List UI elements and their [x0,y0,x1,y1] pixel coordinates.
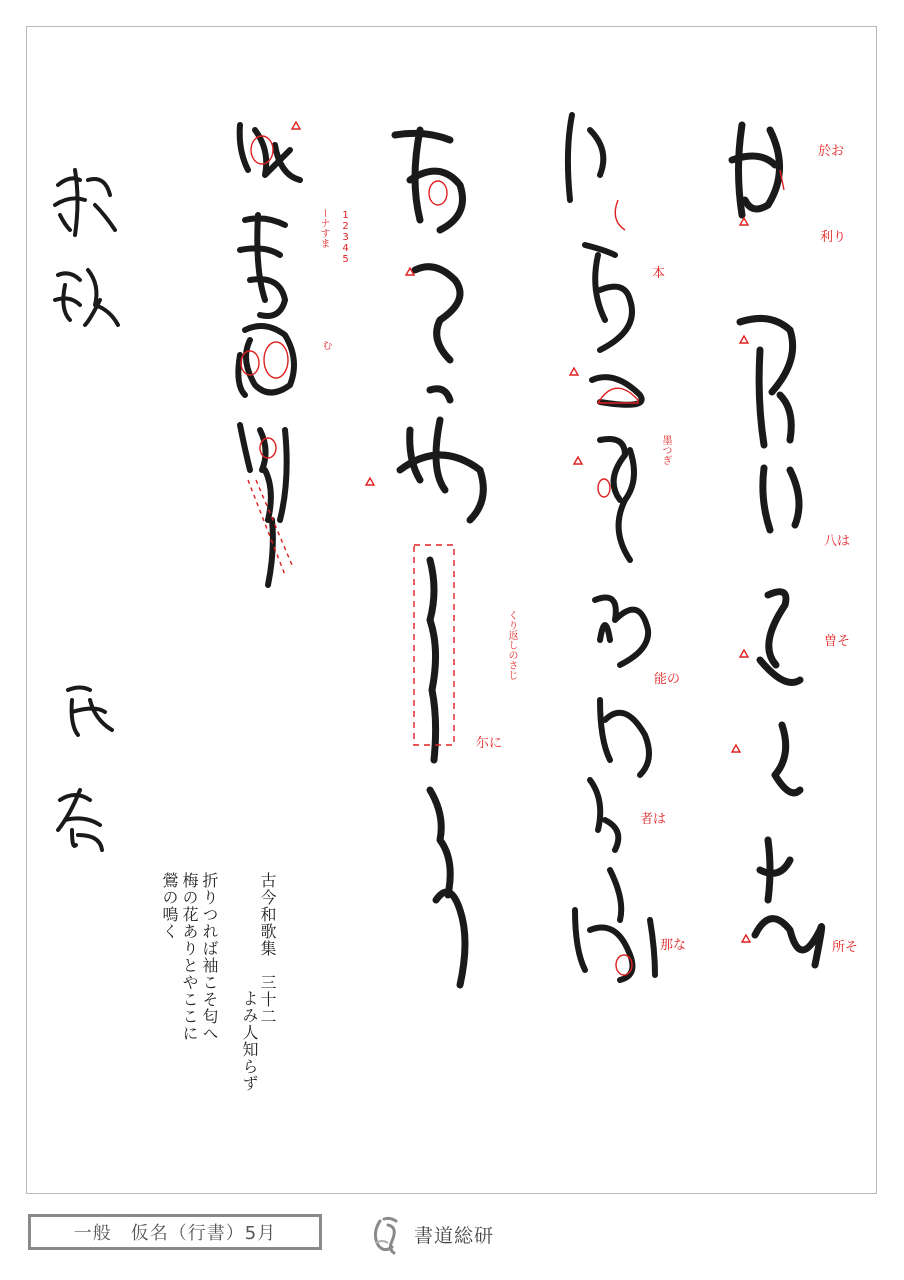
annotation-col2-a: 本 [652,266,666,281]
red-marks [241,122,784,975]
poem-source-line: 古今和歌集 三十二 [258,872,277,1025]
calligraphy-column-2 [568,115,655,980]
annotation-col4-numbers: 12345 [340,210,351,265]
annotation-col3-a: くり返しのさじ [506,610,517,680]
poem-verse-2: 梅の花ありとやここに [180,872,199,1042]
red-circle-mark [429,181,447,205]
annotation-col1-c: 八は [824,534,851,549]
red-triangle-mark [366,478,374,485]
annotation-col4-strokes: ーナすま [318,208,329,248]
red-arrow-mark [615,200,625,230]
calligraphy-column-3 [395,130,483,985]
annotation-col2-e: 那な [660,938,687,953]
poem-author: よみ人知らず [240,990,259,1092]
red-triangle-mark [732,745,740,752]
red-triangle-mark [742,935,750,942]
footer-title-box [28,1214,322,1250]
brand-logo-icon [370,1213,408,1255]
red-triangle-mark [740,650,748,657]
poem-source [258,872,276,1025]
red-triangle-mark [740,336,748,343]
annotation-col1-d: 曽そ [824,634,851,649]
annotation-col2-c: 能の [654,672,681,687]
brand-name: 書道総研 [414,1224,495,1247]
calligraphy-column-1 [732,125,822,965]
calligraphy-column-4 [238,125,300,585]
red-circle-mark [264,342,288,378]
annotation-col1-e: 所そ [832,940,859,955]
annotation-col1-a: 於お [818,144,845,159]
annotation-col4-note: む [320,340,331,350]
poem-verse-1: 折りつれば袖こそ匂へ [200,872,219,1042]
red-circle-mark [598,479,610,497]
annotation-col2-d: 者は [640,812,667,827]
poem-verse-3: 鶯の鳴く [160,872,179,940]
red-triangle-mark [574,457,582,464]
red-triangle-mark [740,218,748,225]
annotation-col1-b: 利り [820,230,847,245]
red-triangle-mark [570,368,578,375]
footer-title: 一般 仮名（行書）5月 [73,1223,277,1244]
annotation-col3-b: 尓に [476,736,503,751]
brand [370,1212,494,1256]
annotation-col2-b: 墨つぎ [660,435,671,465]
red-triangle-mark [292,122,300,129]
